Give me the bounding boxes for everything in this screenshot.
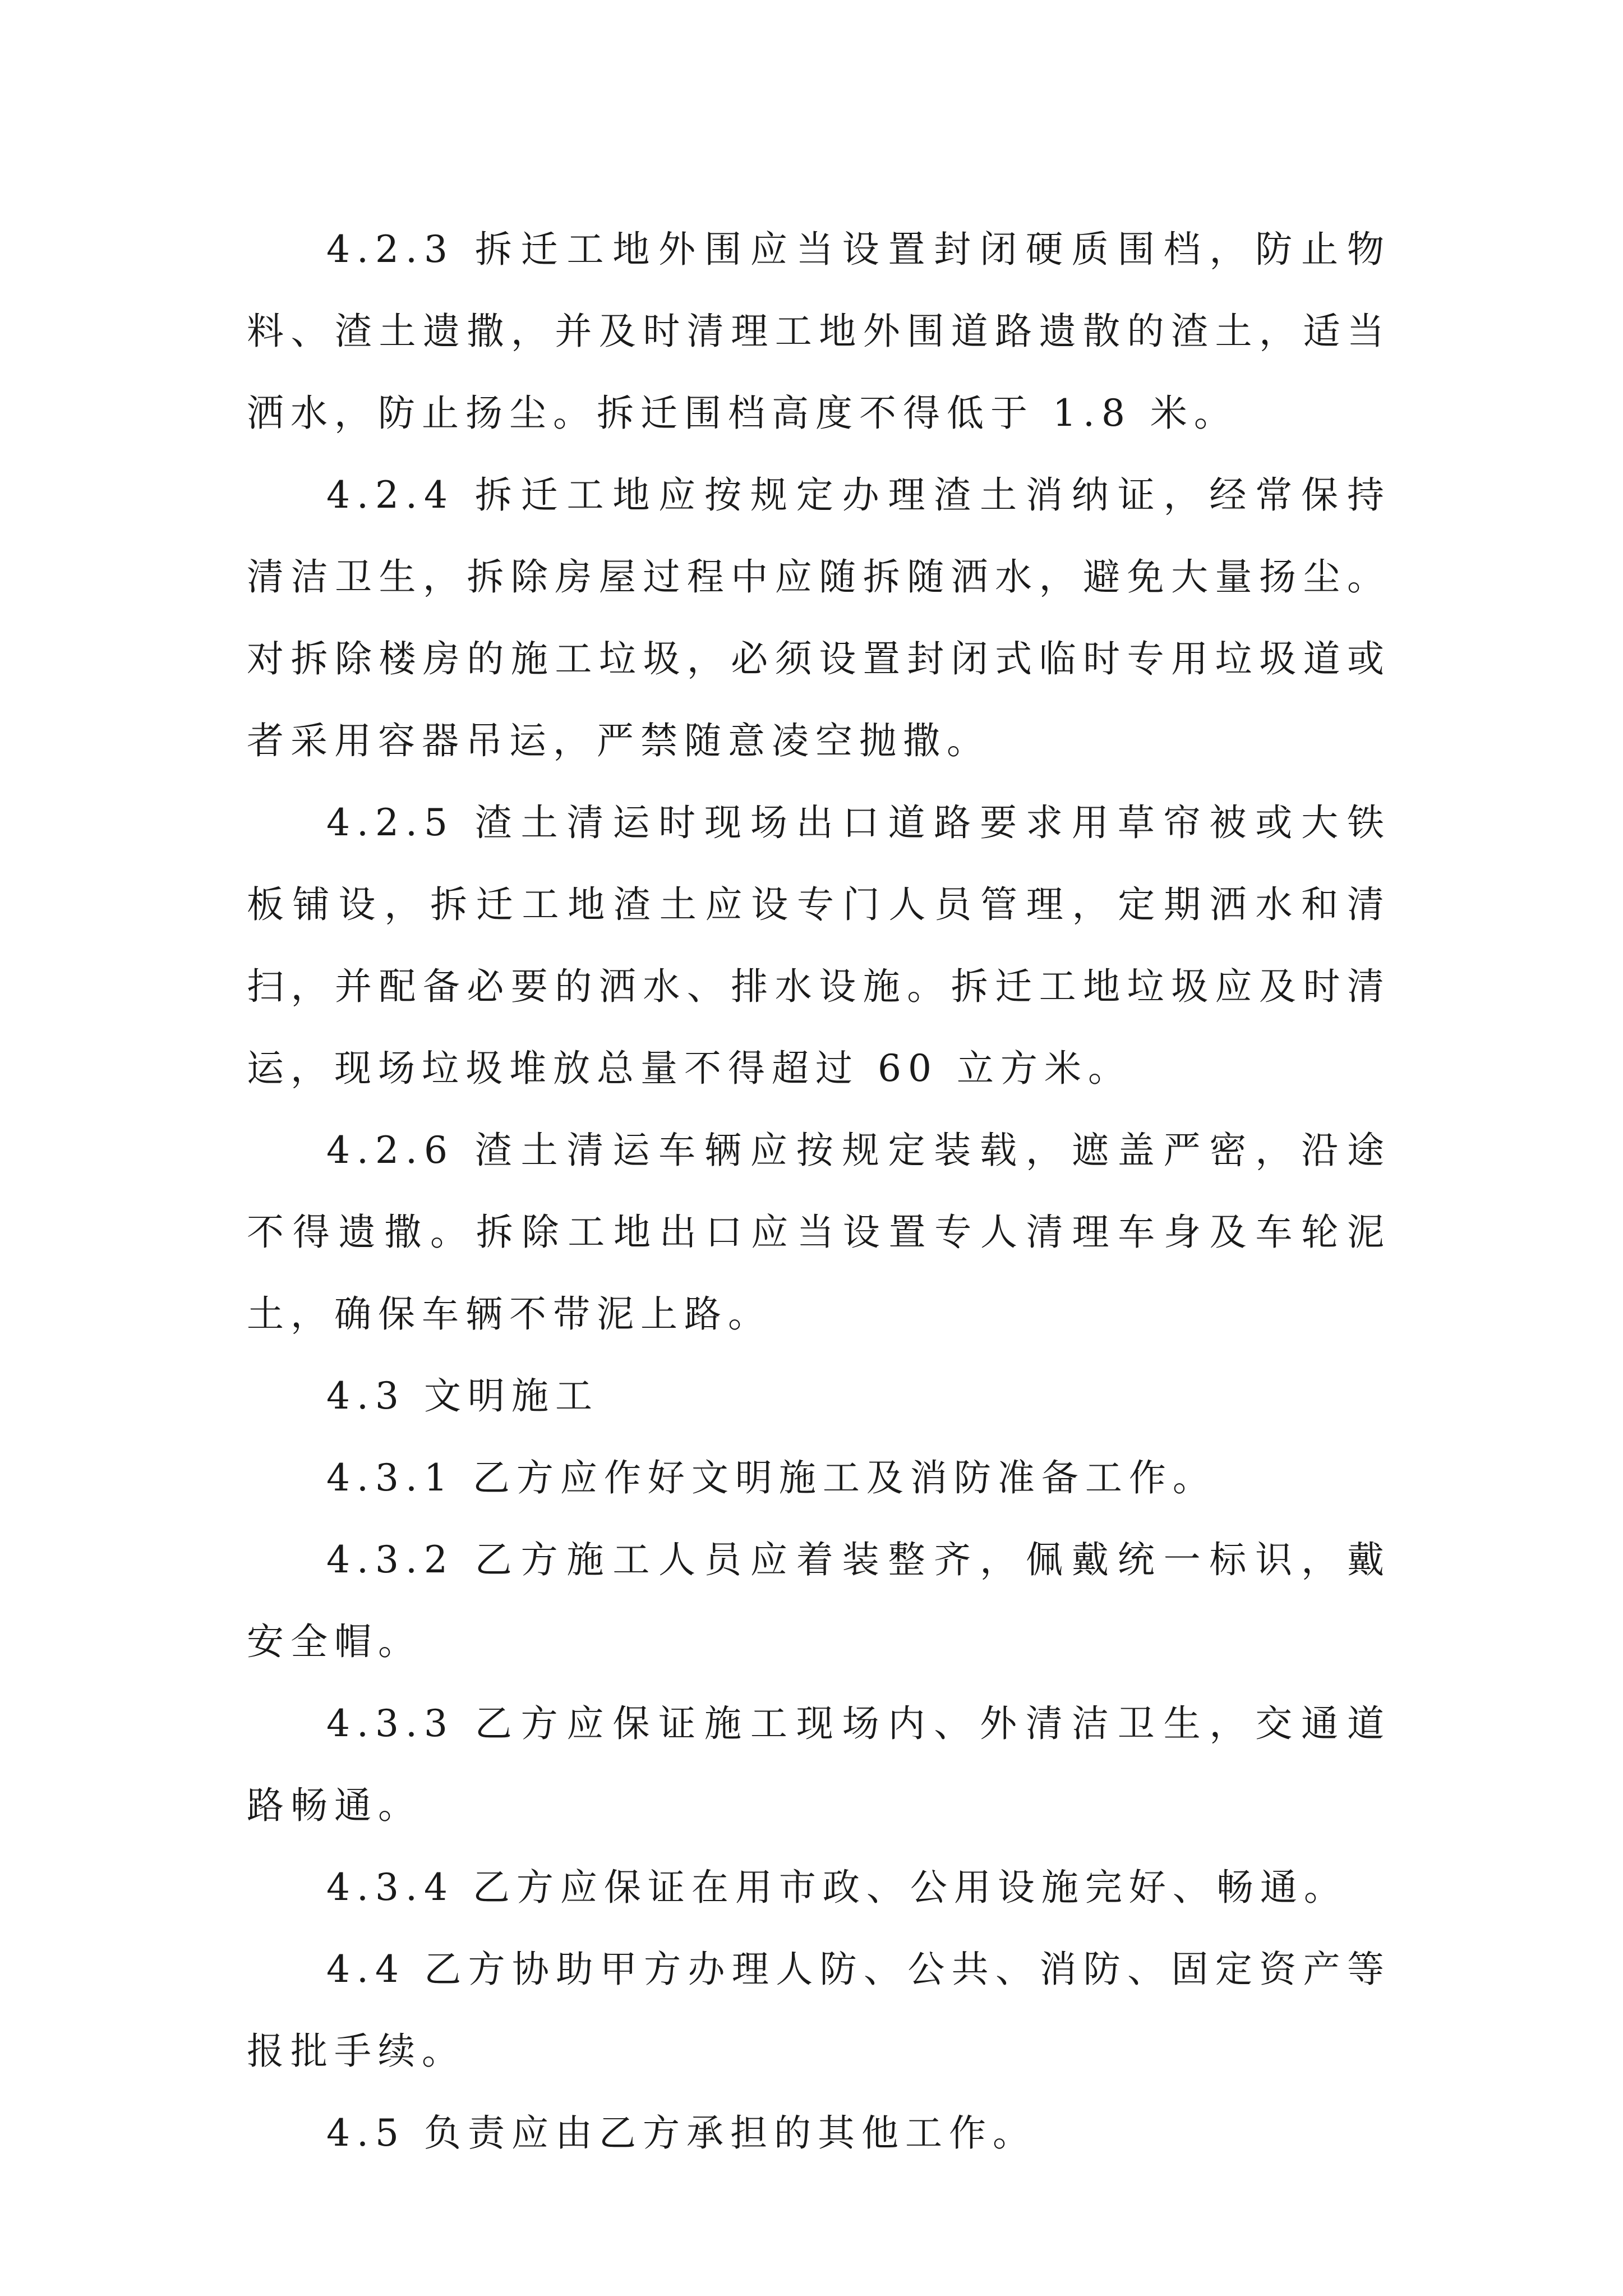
paragraph-4-2-5: 4.2.5 渣土清运时现场出口道路要求用草帘被或大铁板铺设，拆迁工地渣土应设专门人员管理，定期洒水和清扫，并配备必要的洒水、排水设施。拆迁工地垃圾应及时清运，现场垃圾堆放总量不得超过 60 立方米。 bbox=[247, 801, 1391, 1090]
heading-4-3: 4.3 文明施工 bbox=[326, 1374, 599, 1418]
paragraph-4-3-2: 4.3.2 乙方施工人员应着装整齐，佩戴统一标识，戴安全帽。 bbox=[247, 1538, 1391, 1663]
paragraph-4-3-1: 4.3.1 乙方应作好文明施工及消防准备工作。 bbox=[326, 1456, 1216, 1499]
document-page bbox=[247, 209, 1391, 2174]
paragraph-4-3-3: 4.3.3 乙方应保证施工现场内、外清洁卫生，交通道路畅通。 bbox=[247, 1702, 1391, 1827]
paragraph-4-2-4: 4.2.4 拆迁工地应按规定办理渣土消纳证，经常保持清洁卫生，拆除房屋过程中应随拆随洒水，避免大量扬尘。对拆除楼房的施工垃圾，必须设置封闭式临时专用垃圾道或者采用容器吊运，严禁随意凌空抛撒。 bbox=[247, 473, 1391, 762]
paragraph-4-4: 4.4 乙方协助甲方办理人防、公共、消防、固定资产等报批手续。 bbox=[247, 1948, 1391, 2073]
paragraph-4-2-3: 4.2.3 拆迁工地外围应当设置封闭硬质围档，防止物料、渣土遗撒，并及时清理工地外围道路遗散的渣土，适当洒水，防止扬尘。拆迁围档高度不得低于 1.8 米。 bbox=[247, 228, 1391, 435]
paragraph-4-5: 4.5 负责应由乙方承担的其他工作。 bbox=[326, 2111, 1036, 2155]
paragraph-4-2-6: 4.2.6 渣土清运车辆应按规定装载，遮盖严密，沿途不得遗撒。拆除工地出口应当设置专人清理车身及车轮泥土，确保车辆不带泥上路。 bbox=[247, 1129, 1391, 1336]
paragraph-4-3-4: 4.3.4 乙方应保证在用市政、公用设施完好、畅通。 bbox=[326, 1866, 1348, 1909]
